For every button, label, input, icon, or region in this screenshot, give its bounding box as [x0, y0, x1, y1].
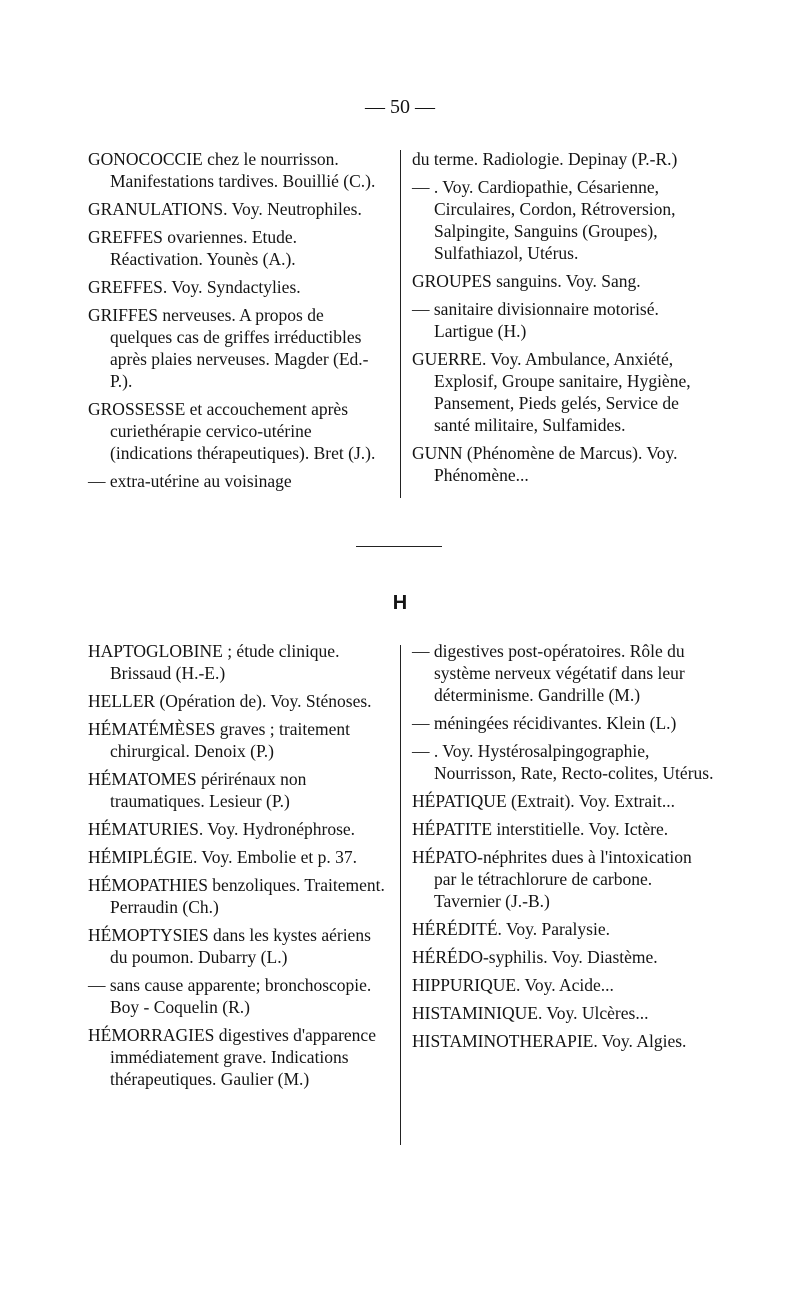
column-divider-top — [400, 150, 401, 498]
section-separator — [356, 546, 442, 547]
index-entry: GRANULATIONS. Voy. Neutrophiles. — [88, 199, 362, 219]
index-entry: HAPTOGLOBINE ; étude clinique. Brissaud (H.-E.) — [88, 641, 340, 683]
index-entry: HÉPATO-néphrites dues à l'intoxication par le tétrachlorure de carbone. Tavernier (J.-B.) — [412, 847, 692, 911]
index-entry: GROUPES sanguins. Voy. Sang. — [412, 271, 641, 291]
index-entry: HÉMOPATHIES benzoliques. Traitement. Perraudin (Ch.) — [88, 875, 385, 917]
index-entry: — sanitaire divisionnaire motorisé. Lartigue (H.) — [412, 299, 659, 341]
index-entry: HÉRÉDO-syphilis. Voy. Diastème. — [412, 947, 658, 967]
top-right-column — [412, 148, 717, 492]
index-entry: HÉRÉDITÉ. Voy. Paralysie. — [412, 919, 610, 939]
index-entry: HÉMORRAGIES digestives d'apparence immédiatement grave. Indications thérapeutiques. Gaulier (M.) — [88, 1025, 376, 1089]
index-entry: — sans cause apparente; bronchoscopie. Boy - Coquelin (R.) — [88, 975, 372, 1017]
index-entry: — . Voy. Cardiopathie, Césarienne, Circulaires, Cordon, Rétroversion, Salpingite, Sanguins (Groupes), Sulfathiazol, Utérus. — [412, 177, 676, 263]
index-entry: GRIFFES nerveuses. A propos de quelques cas de griffes irréductibles après plaies nerveuses. Magder (Ed.-P.). — [88, 305, 369, 391]
index-entry: HÉMATOMES périrénaux non traumatiques. Lesieur (P.) — [88, 769, 307, 811]
index-entry: HÉMIPLÉGIE. Voy. Embolie et p. 37. — [88, 847, 357, 867]
index-entry: — . Voy. Hystérosalpingographie, Nourrisson, Rate, Recto-colites, Utérus. — [412, 741, 714, 783]
index-entry: GUERRE. Voy. Ambulance, Anxiété, Explosif, Groupe sanitaire, Hygiène, Pansement, Pieds gelés, Service de santé militaire, Sulfamides. — [412, 349, 691, 435]
index-entry: GREFFES ovariennes. Etude. Réactivation. Younès (A.). — [88, 227, 298, 269]
top-left-column — [88, 148, 388, 498]
column-divider-bottom — [400, 645, 401, 1145]
index-entry: — méningées récidivantes. Klein (L.) — [412, 713, 677, 733]
bottom-left-column — [88, 640, 388, 1096]
index-entry: GREFFES. Voy. Syndactylies. — [88, 277, 301, 297]
index-entry: GUNN (Phénomène de Marcus). Voy. Phénomène... — [412, 443, 678, 485]
index-entry: GROSSESSE et accouchement après curiethérapie cervico-utérine (indications thérapeutiques). Bret (J.). — [88, 399, 376, 463]
index-entry: — extra-utérine au voisinage — [88, 471, 292, 491]
index-entry: du terme. Radiologie. Depinay (P.-R.) — [412, 149, 678, 169]
index-entry: HÉPATIQUE (Extrait). Voy. Extrait... — [412, 791, 675, 811]
index-entry: HISTAMINOTHERAPIE. Voy. Algies. — [412, 1031, 687, 1051]
index-entry: HISTAMINIQUE. Voy. Ulcères... — [412, 1003, 649, 1023]
index-entry: HIPPURIQUE. Voy. Acide... — [412, 975, 614, 995]
bottom-right-column — [412, 640, 717, 1058]
index-entry: GONOCOCCIE chez le nourrisson. Manifestations tardives. Bouillié (C.). — [88, 149, 376, 191]
index-entry: HELLER (Opération de). Voy. Sténoses. — [88, 691, 372, 711]
index-entry: HÉMATURIES. Voy. Hydronéphrose. — [88, 819, 356, 839]
section-heading: H — [392, 592, 408, 614]
index-entry: HÉPATITE interstitielle. Voy. Ictère. — [412, 819, 669, 839]
index-entry: HÉMOPTYSIES dans les kystes aériens du poumon. Dubarry (L.) — [88, 925, 371, 967]
index-entry: — digestives post-opératoires. Rôle du système nerveux végétatif dans leur déterminisme. Gandrille (M.) — [412, 641, 685, 705]
index-entry: HÉMATÉMÈSES graves ; traitement chirurgical. Denoix (P.) — [88, 719, 350, 761]
page-number: — 50 — — [365, 96, 435, 118]
